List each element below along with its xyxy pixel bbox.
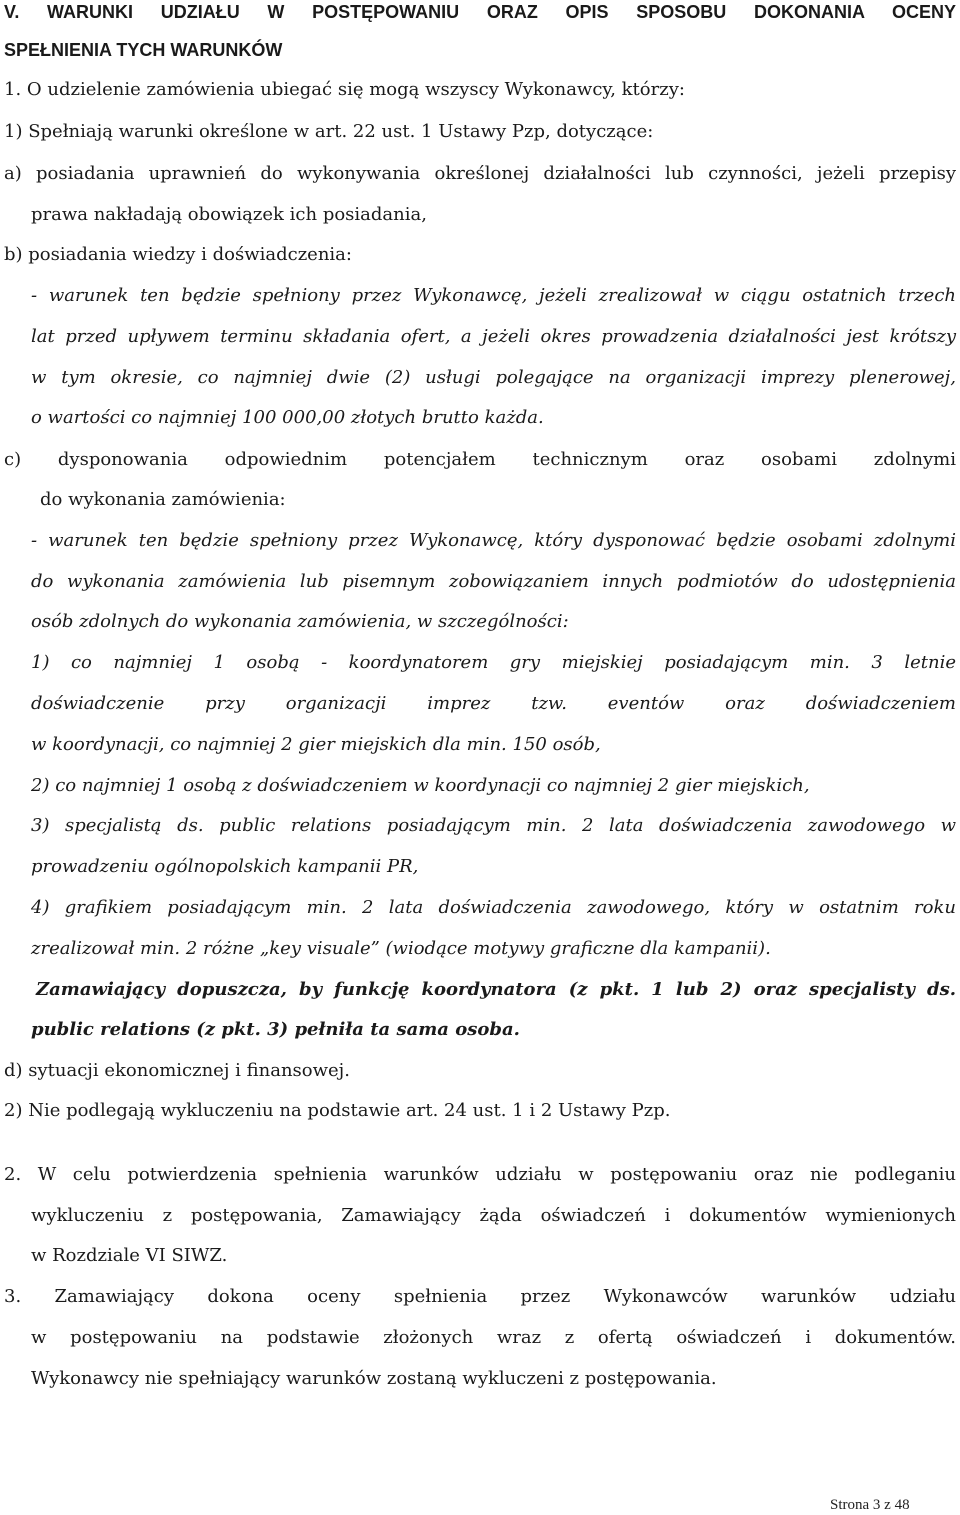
item-a-line-1: a) posiadania uprawnień do wykonywania określonej działalności lub czynności, jeżeli przepisy bbox=[4, 163, 956, 184]
item-a-line-2: prawa nakładają obowiązek ich posiadania, bbox=[31, 204, 427, 225]
paragraph-3-line-1: 3. Zamawiający dokona oceny spełnienia przez Wykonawców warunków udziału bbox=[4, 1286, 956, 1307]
requirement-1-line-3: w koordynacji, co najmniej 2 gier miejskich dla min. 150 osób, bbox=[31, 734, 601, 755]
requirement-3-line-1: 3) specjalistą ds. public relations posiadającym min. 2 lata doświadczenia zawodowego w bbox=[31, 815, 956, 836]
point-2-line: 2) Nie podlegają wykluczeniu na podstawie art. 24 ust. 1 i 2 Ustawy Pzp. bbox=[4, 1100, 671, 1121]
item-d-line: d) sytuacji ekonomicznej i finansowej. bbox=[4, 1060, 350, 1081]
section-heading-line-2: SPEŁNIENIA TYCH WARUNKÓW bbox=[4, 40, 283, 60]
coordinator-note-line-1: Zamawiający dopuszcza, by funkcję koordynatora (z pkt. 1 lub 2) oraz specjalisty ds. bbox=[36, 979, 956, 1000]
requirement-3-line-2: prowadzeniu ogólnopolskich kampanii PR, bbox=[31, 856, 419, 877]
paragraph-3-line-2: w postępowaniu na podstawie złożonych wraz z ofertą oświadczeń i dokumentów. bbox=[31, 1327, 956, 1348]
requirement-2-line: 2) co najmniej 1 osobą z doświadczeniem w koordynacji co najmniej 2 gier miejskich, bbox=[31, 775, 810, 796]
item-c-line-2: do wykonania zamówienia: bbox=[40, 489, 286, 510]
paragraph-2-line-1: 2. W celu potwierdzenia spełnienia warunków udziału w postępowaniu oraz nie podleganiu bbox=[4, 1164, 956, 1185]
requirement-1-line-1: 1) co najmniej 1 osobą - koordynatorem gry miejskiej posiadającym min. 3 letnie bbox=[31, 652, 956, 673]
paragraph-3-line-3: Wykonawcy nie spełniający warunków zostaną wykluczeni z postępowania. bbox=[31, 1368, 717, 1389]
coordinator-note-line-2: public relations (z pkt. 3) pełniła ta sama osoba. bbox=[31, 1019, 520, 1040]
section-heading-line-1: V. WARUNKI UDZIAŁU W POSTĘPOWANIU ORAZ OPIS SPOSOBU DOKONANIA OCENY bbox=[4, 2, 956, 22]
item-b-condition-line-4: o wartości co najmniej 100 000,00 złotych brutto każda. bbox=[31, 407, 544, 428]
item-b-condition-line-3: w tym okresie, co najmniej dwie (2) usługi polegające na organizacji imprezy plenerowej, bbox=[31, 367, 956, 388]
requirement-4-line-1: 4) grafikiem posiadającym min. 2 lata doświadczenia zawodowego, który w ostatnim roku bbox=[31, 897, 956, 918]
requirement-1-line-2: doświadczenie przy organizacji imprez tzw. eventów oraz doświadczeniem bbox=[31, 693, 956, 714]
requirement-4-line-2: zrealizował min. 2 różne „key visuale” (wiodące motywy graficzne dla kampanii). bbox=[31, 938, 771, 959]
item-b-condition-line-1: - warunek ten będzie spełniony przez Wykonawcę, jeżeli zrealizował w ciągu ostatnich trzech bbox=[31, 285, 956, 306]
paragraph-2-line-3: w Rozdziale VI SIWZ. bbox=[31, 1245, 228, 1266]
item-c-condition-line-2: do wykonania zamówienia lub pisemnym zobowiązaniem innych podmiotów do udostępnienia bbox=[31, 571, 956, 592]
item-c-condition-line-1: - warunek ten będzie spełniony przez Wykonawcę, który dysponować będzie osobami zdolnymi bbox=[31, 530, 956, 551]
item-c-line-1: c) dysponowania odpowiednim potencjałem technicznym oraz osobami zdolnymi bbox=[4, 449, 956, 470]
item-b-line: b) posiadania wiedzy i doświadczenia: bbox=[4, 244, 352, 265]
point-1-line: 1) Spełniają warunki określone w art. 22 ust. 1 Ustawy Pzp, dotyczące: bbox=[4, 121, 654, 142]
item-b-condition-line-2: lat przed upływem terminu składania ofert, a jeżeli okres prowadzenia działalności jest krótszy bbox=[31, 326, 956, 347]
paragraph-2-line-2: wykluczeniu z postępowania, Zamawiający żąda oświadczeń i dokumentów wymienionych bbox=[31, 1205, 956, 1226]
paragraph-1-intro: 1. O udzielenie zamówienia ubiegać się mogą wszyscy Wykonawcy, którzy: bbox=[4, 79, 685, 100]
item-c-condition-line-3: osób zdolnych do wykonania zamówienia, w szczególności: bbox=[31, 611, 569, 632]
page-number: Strona 3 z 48 bbox=[830, 1497, 910, 1513]
